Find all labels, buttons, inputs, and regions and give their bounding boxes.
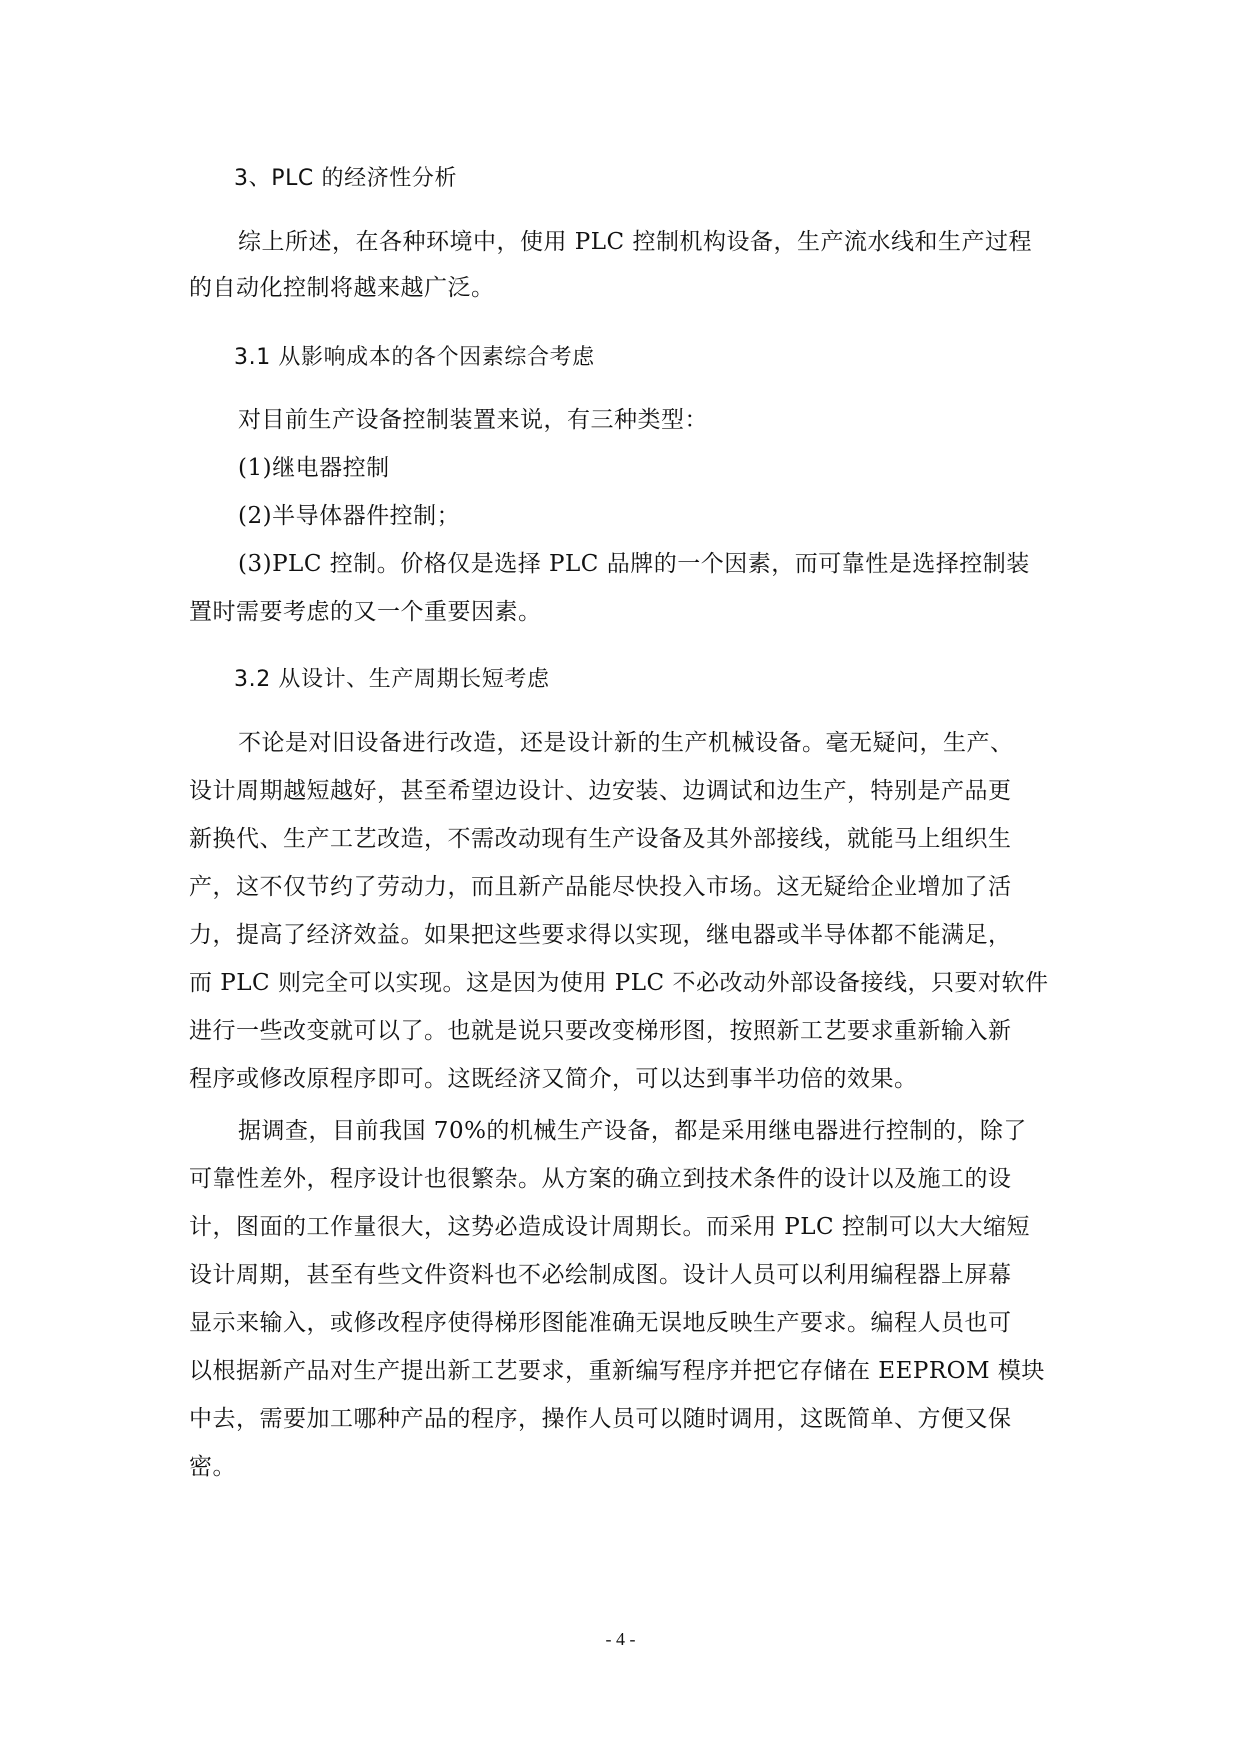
section-heading-3-1: 3.1 从影响成本的各个因素综合考虑 <box>234 345 595 370</box>
paragraph-2-line-1: 据调查，目前我国 70%的机械生产设备，都是采用继电器进行控制的，除了 <box>238 1118 1027 1144</box>
paragraph-1-line-2: 设计周期越短越好，甚至希望边设计、边安装、边调试和边生产，特别是产品更 <box>189 778 1012 804</box>
paragraph-1-line-1: 不论是对旧设备进行改造，还是设计新的生产机械设备。毫无疑问，生产、 <box>238 730 1014 756</box>
paragraph-1-line-3: 新换代、生产工艺改造，不需改动现有生产设备及其外部接线，就能马上组织生 <box>189 826 1012 852</box>
page-number: - 4 - <box>605 1629 636 1649</box>
paragraph-2-line-6: 以根据新产品对生产提出新工艺要求，重新编写程序并把它存储在 EEPROM 模块 <box>189 1358 1045 1384</box>
paragraph-2-line-3: 计，图面的工作量很大，这势必造成设计周期长。而采用 PLC 控制可以大大缩短 <box>189 1214 1030 1240</box>
paragraph-1-line-7: 进行一些改变就可以了。也就是说只要改变梯形图，按照新工艺要求重新输入新 <box>189 1018 1012 1044</box>
paragraph-1-line-8: 程序或修改原程序即可。这既经济又简介，可以达到事半功倍的效果。 <box>189 1066 918 1092</box>
paragraph-1-line-5: 力，提高了经济效益。如果把这些要求得以实现，继电器或半导体都不能满足， <box>189 922 1012 948</box>
paragraph-1-line-4: 产，这不仅节约了劳动力，而且新产品能尽快投入市场。这无疑给企业增加了活 <box>189 874 1012 900</box>
intro-line-1: 综上所述，在各种环境中，使用 PLC 控制机构设备，生产流水线和生产过程 <box>238 229 1032 255</box>
section-heading-3-2: 3.2 从设计、生产周期长短考虑 <box>234 667 550 692</box>
section-3-1-intro: 对目前生产设备控制装置来说，有三种类型： <box>238 407 708 433</box>
section-3-1-item-3: (3)PLC 控制。价格仅是选择 PLC 品牌的一个因素，而可靠性是选择控制装 <box>238 551 1030 577</box>
paragraph-2-line-7: 中去，需要加工哪种产品的程序，操作人员可以随时调用，这既简单、方便又保 <box>189 1406 1012 1432</box>
section-heading-3: 3、PLC 的经济性分析 <box>234 166 458 191</box>
paragraph-2-line-2: 可靠性差外，程序设计也很繁杂。从方案的确立到技术条件的设计以及施工的设 <box>189 1166 1012 1192</box>
paragraph-2-line-8: 密。 <box>189 1454 236 1480</box>
paragraph-2-line-4: 设计周期，甚至有些文件资料也不必绘制成图。设计人员可以利用编程器上屏幕 <box>189 1262 1012 1288</box>
intro-line-2: 的自动化控制将越来越广泛。 <box>189 275 495 301</box>
section-3-1-item-3-continued: 置时需要考虑的又一个重要因素。 <box>189 599 542 625</box>
paragraph-2-line-5: 显示来输入，或修改程序使得梯形图能准确无误地反映生产要求。编程人员也可 <box>189 1310 1012 1336</box>
paragraph-1-line-6: 而 PLC 则完全可以实现。这是因为使用 PLC 不必改动外部设备接线，只要对软件 <box>189 970 1049 996</box>
section-3-1-item-1: (1)继电器控制 <box>238 455 390 481</box>
section-3-1-item-2: (2)半导体器件控制； <box>238 503 461 529</box>
